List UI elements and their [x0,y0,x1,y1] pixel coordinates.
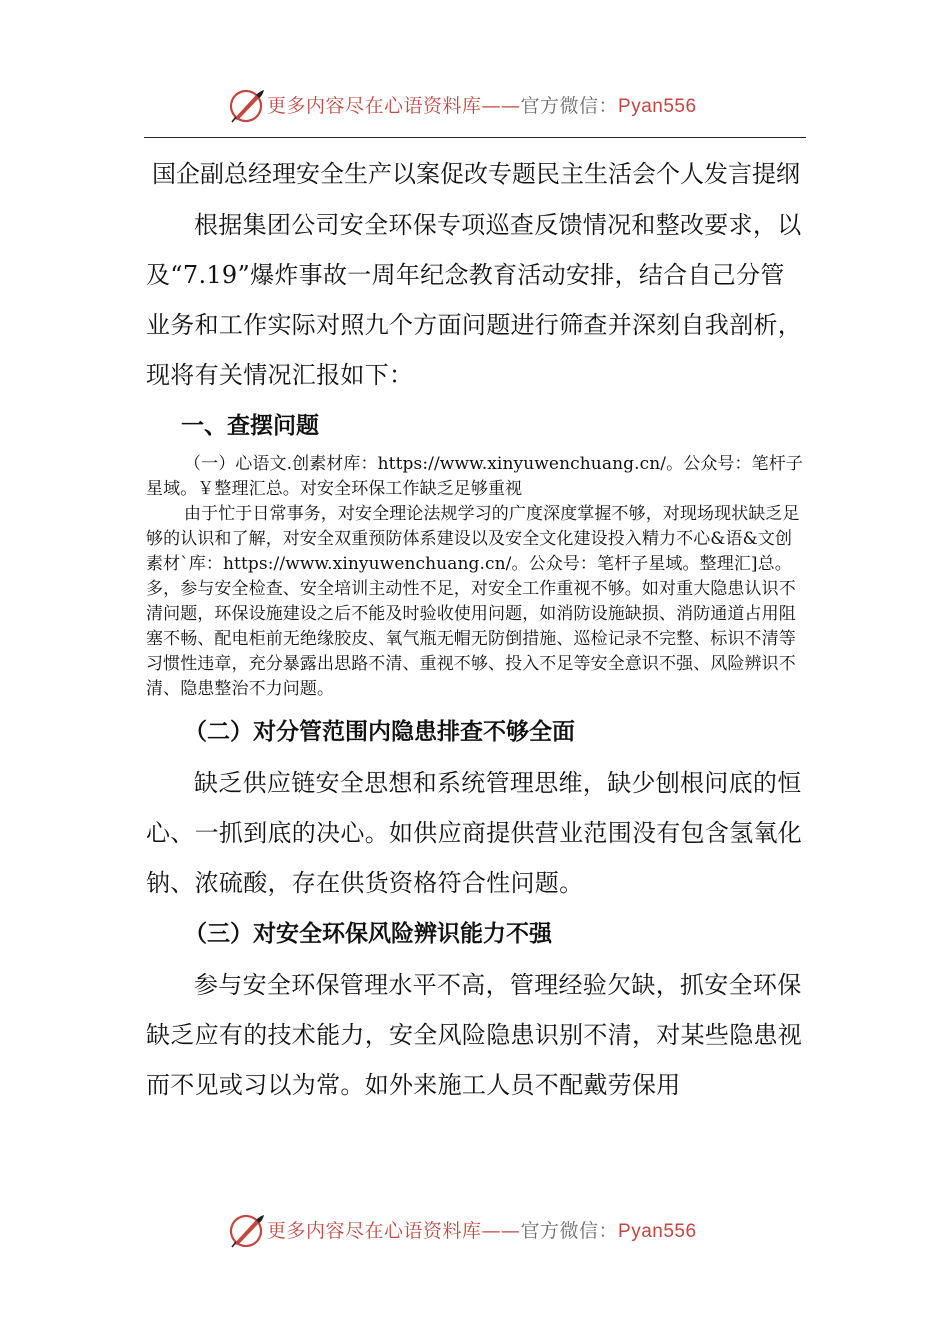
watermark-wechat-label: 官方微信： [520,95,619,117]
watermark-banner-top [0,80,950,130]
watermark-main-text: 更多内容尽在心语资料库—— [267,1220,521,1242]
item-2-heading: （二）对分管范围内隐患排查不够全面 [184,719,575,745]
item-3-body: 参与安全环保管理水平不高，管理经验欠缺，抓安全环保缺乏应有的技术能力，安全风险隐患识别不清，对某些隐患视而不见或习以为常。如外来施工人员不配戴劳保用 [146,971,803,1099]
item-3-heading: （三）对安全环保风险辨识能力不强 [184,921,552,947]
document-title: 国企副总经理安全生产以案促改专题民主生活会个人发言提纲 [152,160,800,188]
watermark-text [267,1216,697,1243]
item-2-body: 缺乏供应链安全思想和系统管理思维，缺少刨根问底的恒心、一抓到底的决心。如供应商提供营业范围没有包含氢氧化钠、浓硫酸，存在供货资格符合性问题。 [146,769,803,897]
header-divider [144,137,806,138]
item-1-heading: （一）心语文.创素材库：https://www.xinyuwenchuang.cn/。公众号：笔杆子星域。￥整理汇总。对安全环保工作缺乏足够重视 [146,454,803,499]
section-heading-1: 一、查摆问题 [181,413,319,439]
item-1-body: 由于忙于日常事务，对安全理论法规学习的广度深度掌握不够，对现场现状缺乏足够的认识和了解，对安全双重预防体系建设以及安全文化建设投入精力不心&语&文创素材`库：https://www.xinyuwenchuang.cn/。公众号：笔杆子星域。整理汇]总。多，参与安全检查、安全培训主动性不足，对安全工作重视不够。如对重大隐患认识不清问题，环保设施建设之后不能及时验收使用问题，如消防设施缺损、消防通道占用阻塞不畅、配电柜前无绝缘胶皮、氧气瓶无帽无防倒措施、巡检记录不完整、标识不清等习惯性违章，充分暴露出思路不清、重视不够、投入不足等安全意识不强、风险辨识不清、隐患整治不力问题。 [146,504,800,699]
quill-pen-logo-icon [226,86,266,126]
watermark-wechat-id: Pyan556 [618,1221,697,1242]
watermark-banner-bottom [0,1205,950,1255]
watermark-wechat-id: Pyan556 [618,96,697,117]
watermark-main-text: 更多内容尽在心语资料库—— [267,95,521,117]
document-body [146,148,806,1110]
intro-paragraph: 根据集团公司安全环保专项巡查反馈情况和整改要求，以及“7.19”爆炸事故一周年纪念教育活动安排，结合自己分管业务和工作实际对照九个方面问题进行筛查并深刻自我剖析，现将有关情况汇报如下： [146,211,803,389]
watermark-text [267,91,697,118]
quill-pen-logo-icon [226,1211,266,1251]
watermark-wechat-label: 官方微信： [520,1220,619,1242]
